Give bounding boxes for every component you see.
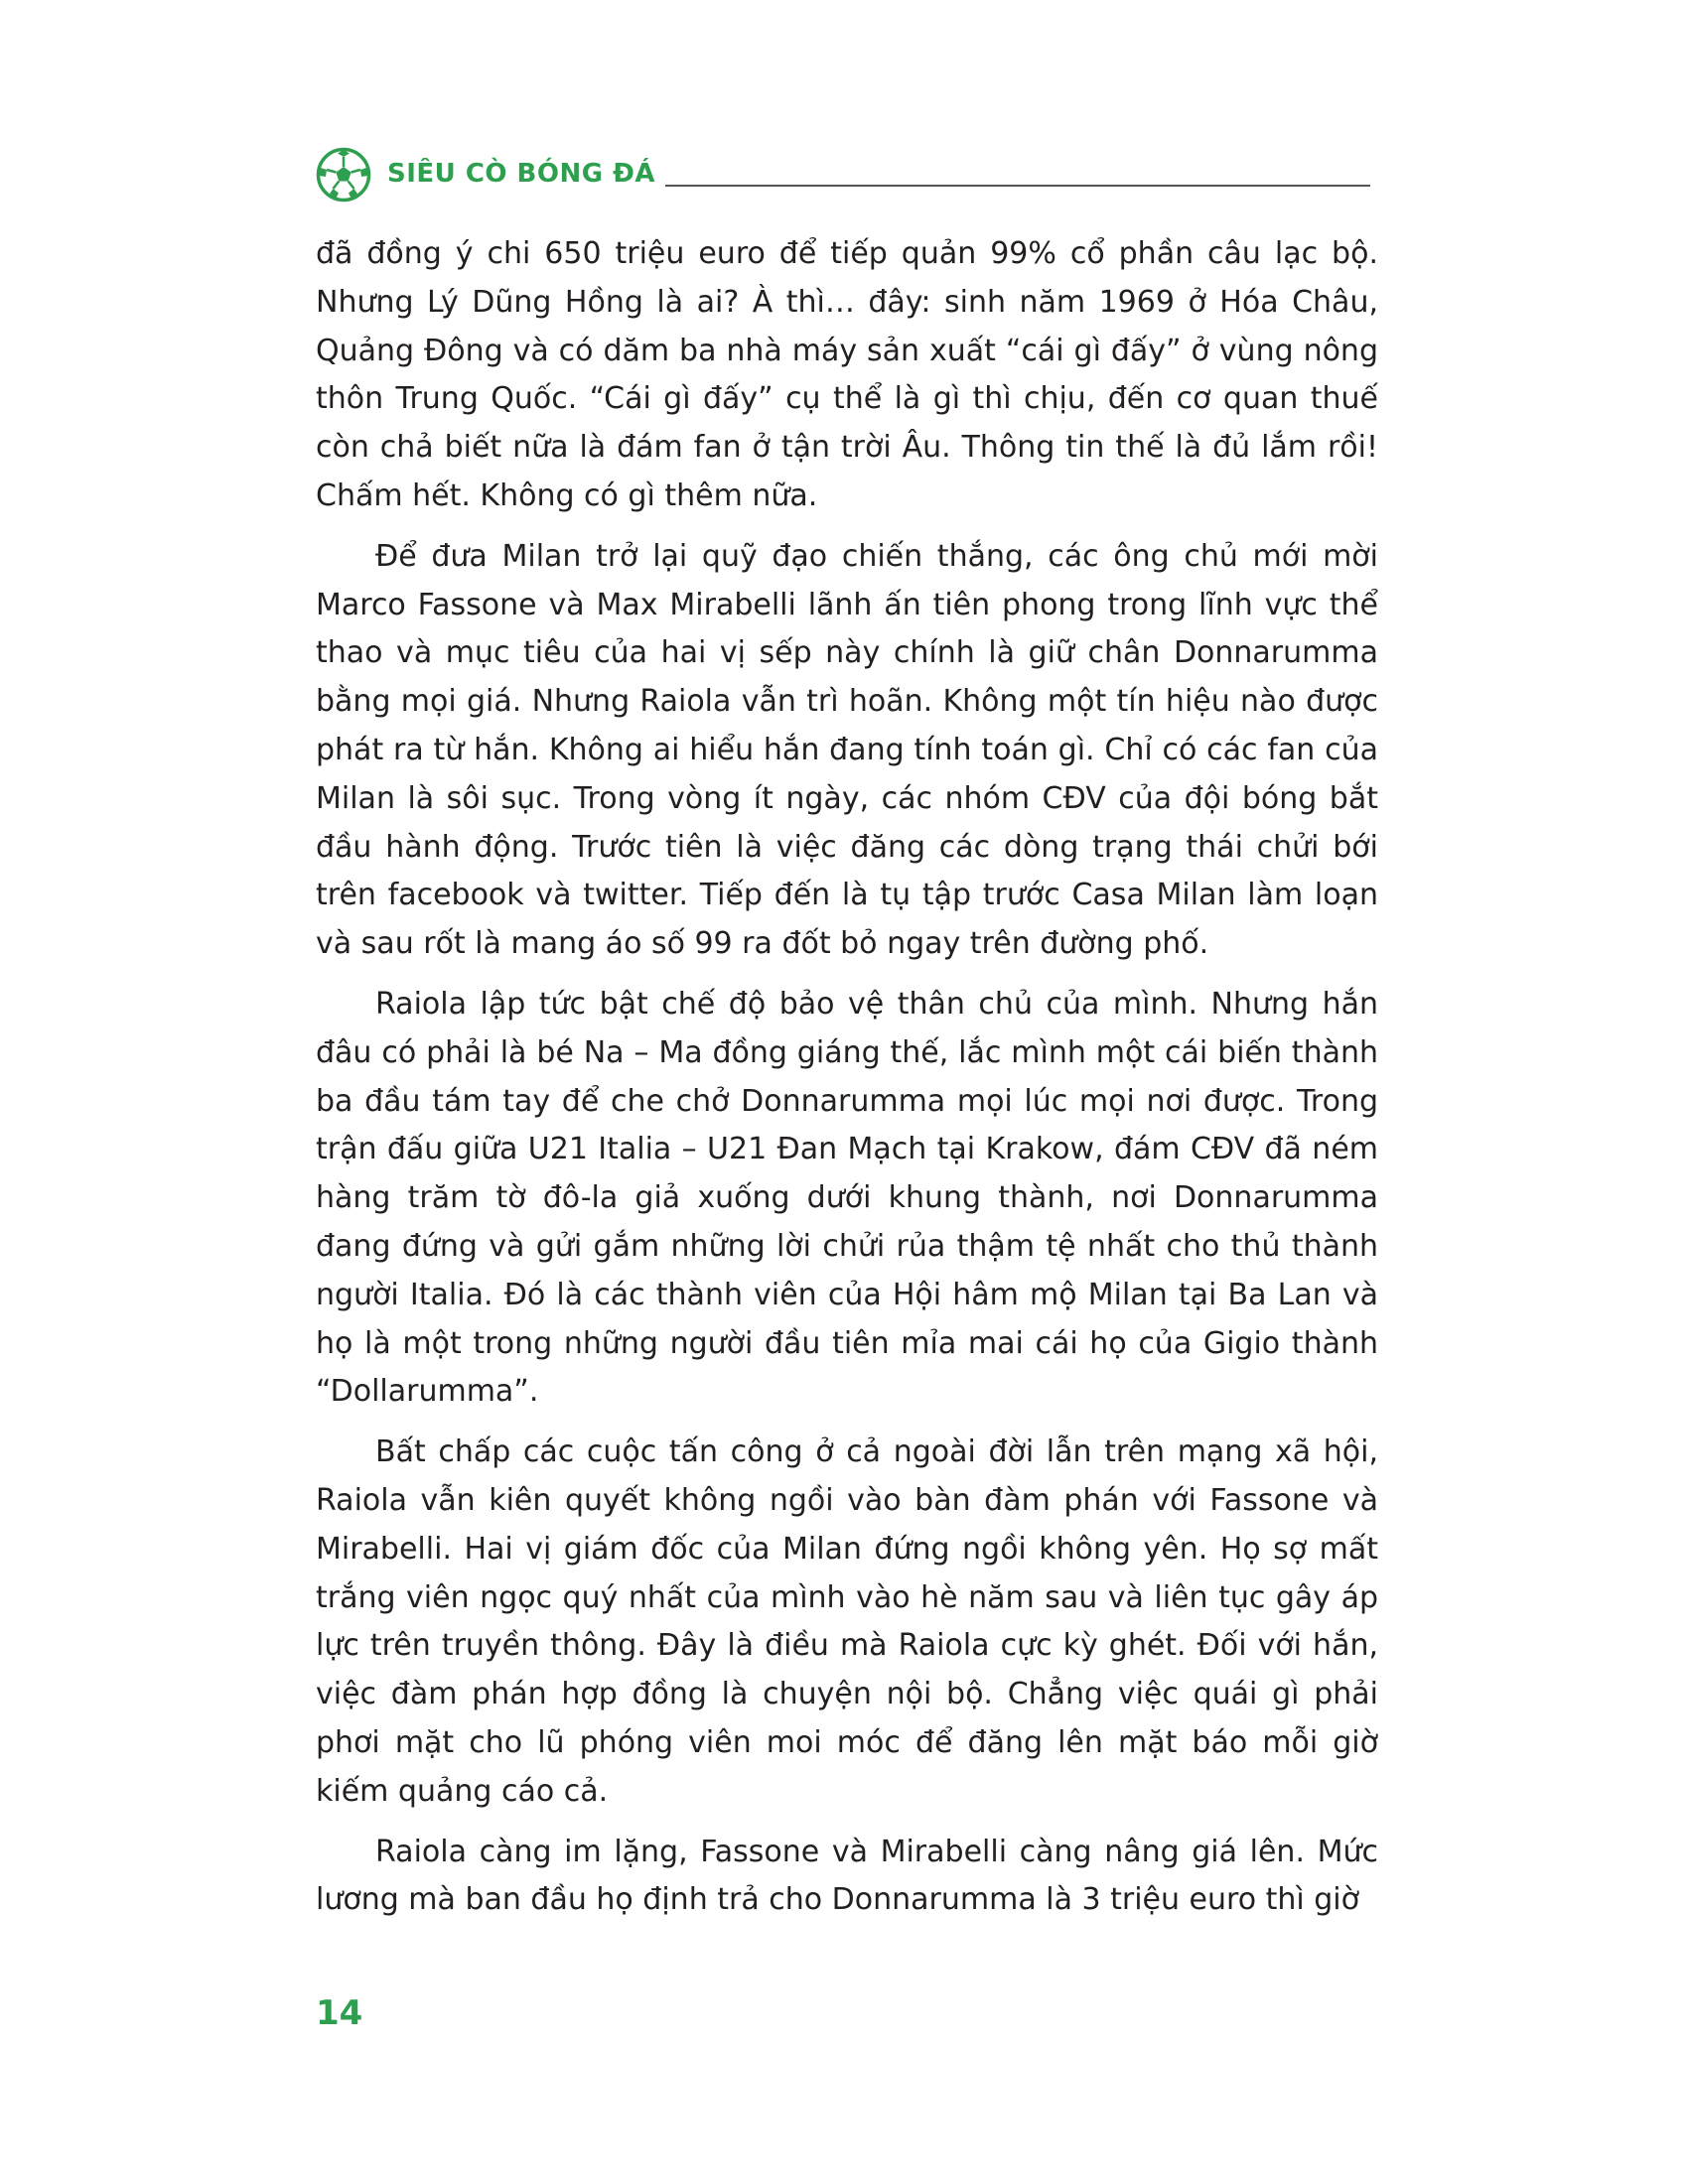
header-rule [665, 185, 1370, 187]
page-number: 14 [316, 1993, 363, 2033]
paragraph-4: Bất chấp các cuộc tấn công ở cả ngoài đời lẫn trên mạng xã hội, Raiola vẫn kiên quyết không ngồi vào bàn đàm phán với Fassone và Mirabelli. Hai vị giám đốc của Milan đứng ngồi không yên. Họ sợ mất trắng viên ngọc quý nhất của mình vào hè năm sau và liên tục gây áp lực trên truyền thông. Đây là điều mà Raiola cực kỳ ghét. Đối với hắn, việc đàm phán hợp đồng là chuyện nội bộ. Chẳng việc quái gì phải phơi mặt cho lũ phóng viên moi móc để đăng lên mặt báo mỗi giờ kiếm quảng cáo cả. [316, 1434, 1378, 1809]
paragraph-2: Để đưa Milan trở lại quỹ đạo chiến thắng, các ông chủ mới mời Marco Fassone và Max Mirabelli lãnh ấn tiên phong trong lĩnh vực thể thao và mục tiêu của hai vị sếp này chính là giữ chân Donnarumma bằng mọi giá. Nhưng Raiola vẫn trì hoãn. Không một tín hiệu nào được phát ra từ hắn. Không ai hiểu hắn đang tính toán gì. Chỉ có các fan của Milan là sôi sục. Trong vòng ít ngày, các nhóm CĐV của đội bóng bắt đầu hành động. Trước tiên là việc đăng các dòng trạng thái chửi bới trên facebook và twitter. Tiếp đến là tụ tập trước Casa Milan làm loạn và sau rốt là mang áo số 99 ra đốt bỏ ngay trên đường phố. [316, 538, 1378, 962]
running-header [316, 147, 1370, 203]
book-title: SIÊU CÒ BÓNG ĐÁ [387, 159, 656, 189]
paragraph-3: Raiola lập tức bật chế độ bảo vệ thân chủ của mình. Nhưng hắn đâu có phải là bé Na – Ma đồng giáng thế, lắc mình một cái biến thành ba đầu tám tay để che chở Donnarumma mọi lúc mọi nơi được. Trong trận đấu giữa U21 Italia – U21 Đan Mạch tại Krakow, đám CĐV đã ném hàng trăm tờ đô-la giả xuống dưới khung thành, nơi Donnarumma đang đứng và gửi gắm những lời chửi rủa thậm tệ nhất cho thủ thành người Italia. Đó là các thành viên của Hội hâm mộ Milan tại Ba Lan và họ là một trong những người đầu tiên mỉa mai cái họ của Gigio thành “Dollarumma”. [316, 986, 1378, 1410]
paragraph-5: Raiola càng im lặng, Fassone và Mirabelli càng nâng giá lên. Mức lương mà ban đầu họ định trả cho Donnarumma là 3 triệu euro thì giờ [316, 1834, 1378, 1918]
body-text [316, 230, 1378, 1937]
soccer-ball-icon [316, 147, 371, 203]
paragraph-1: đã đồng ý chi 650 triệu euro để tiếp quản 99% cổ phần câu lạc bộ. Nhưng Lý Dũng Hồng là ai? À thì… đây: sinh năm 1969 ở Hóa Châu, Quảng Đông và có dăm ba nhà máy sản xuất “cái gì đấy” ở vùng nông thôn Trung Quốc. “Cái gì đấy” cụ thể là gì thì chịu, đến cơ quan thuế còn chả biết nữa là đám fan ở tận trời Âu. Thông tin thế là đủ lắm rồi! Chấm hết. Không có gì thêm nữa. [316, 236, 1378, 513]
